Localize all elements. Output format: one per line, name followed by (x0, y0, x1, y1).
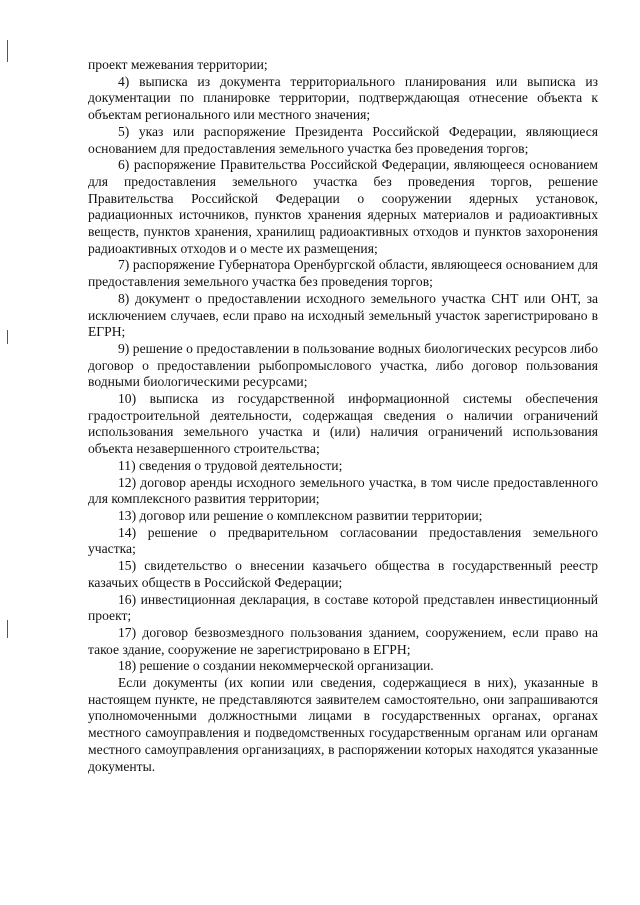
paragraph-8: 11) сведения о трудовой деятельности; (118, 457, 343, 473)
paragraph-15: 18) решение о создании некоммерческой организации. (118, 658, 434, 674)
paragraph-3: 6) распоряжение Правительства Российской Федерации, являющееся основанием для предоставления земельного участка без проведения торгов, решение Правительства Российской Федерации о сооружении ядерных установок, радиационных источников, пунктов хранения ядерных материалов и радиоактивных веществ, пунктов хранения, хранилищ радиоактивных отходов и пунктов захоронения радиоактивных отходов и о месте их размещения; (88, 157, 598, 256)
paragraph-4: 7) распоряжение Губернатора Оренбургской области, являющееся основанием для предоставления земельного участка без проведения торгов; (88, 257, 598, 290)
paragraph-9: 12) договор аренды исходного земельного участка, в том числе предоставленного для комплексного развития территории; (88, 474, 598, 507)
paragraph-13: 16) инвестиционная декларация, в составе которой представлен инвестиционный проект; (88, 591, 598, 624)
scan-edge-mark (7, 330, 8, 344)
document-page (88, 57, 598, 775)
paragraph-0: проект межевания территории; (88, 57, 268, 72)
paragraph-7: 10) выписка из государственной информационной системы обеспечения градостроительной деятельности, содержащая сведения о наличии ограничений использования земельного участка и (или) наличия ограничений использования объекта незавершенного строительства; (88, 391, 598, 457)
paragraph-12: 15) свидетельство о внесении казачьего общества в государственный реестр казачьих обществ в Российской Федерации; (88, 558, 598, 590)
paragraph-14: 17) договор безвозмездного пользования зданием, сооружением, если право на такое здание, сооружение не зарегистрировано в ЕГРН; (88, 624, 598, 657)
paragraph-16: Если документы (их копии или сведения, содержащиеся в них), указанные в настоящем пункте, не представляются заявителем самостоятельно, они запрашиваются уполномоченными должностными лицами в государственных органах, органах местного самоуправления и подведомственных государственным органам или органам местного самоуправления организациях, в распоряжении которых находятся указанные документы. (88, 675, 598, 774)
paragraph-6: 9) решение о предоставлении в пользование водных биологических ресурсов либо договор о предоставлении рыбопромыслового участка, либо договор пользования водными биологическими ресурсами; (88, 340, 598, 390)
paragraph-5: 8) документ о предоставлении исходного земельного участка СНТ или ОНТ, за исключением случаев, если право на исходный земельный участок зарегистрировано в ЕГРН; (88, 290, 598, 340)
scan-edge-mark (7, 620, 8, 638)
paragraph-2: 5) указ или распоряжение Президента Российской Федерации, являющиеся основанием для предоставления земельного участка без проведения торгов; (88, 123, 598, 156)
paragraph-11: 14) решение о предварительном согласовании предоставления земельного участка; (88, 524, 598, 557)
paragraph-1: 4) выписка из документа территориального планирования или выписка из документации по планировке территории, подтверждающая отнесение объекта к объектам регионального или местного значения; (88, 73, 598, 123)
scan-edge-mark (7, 40, 8, 62)
paragraph-10: 13) договор или решение о комплексном развитии территории; (118, 507, 483, 523)
